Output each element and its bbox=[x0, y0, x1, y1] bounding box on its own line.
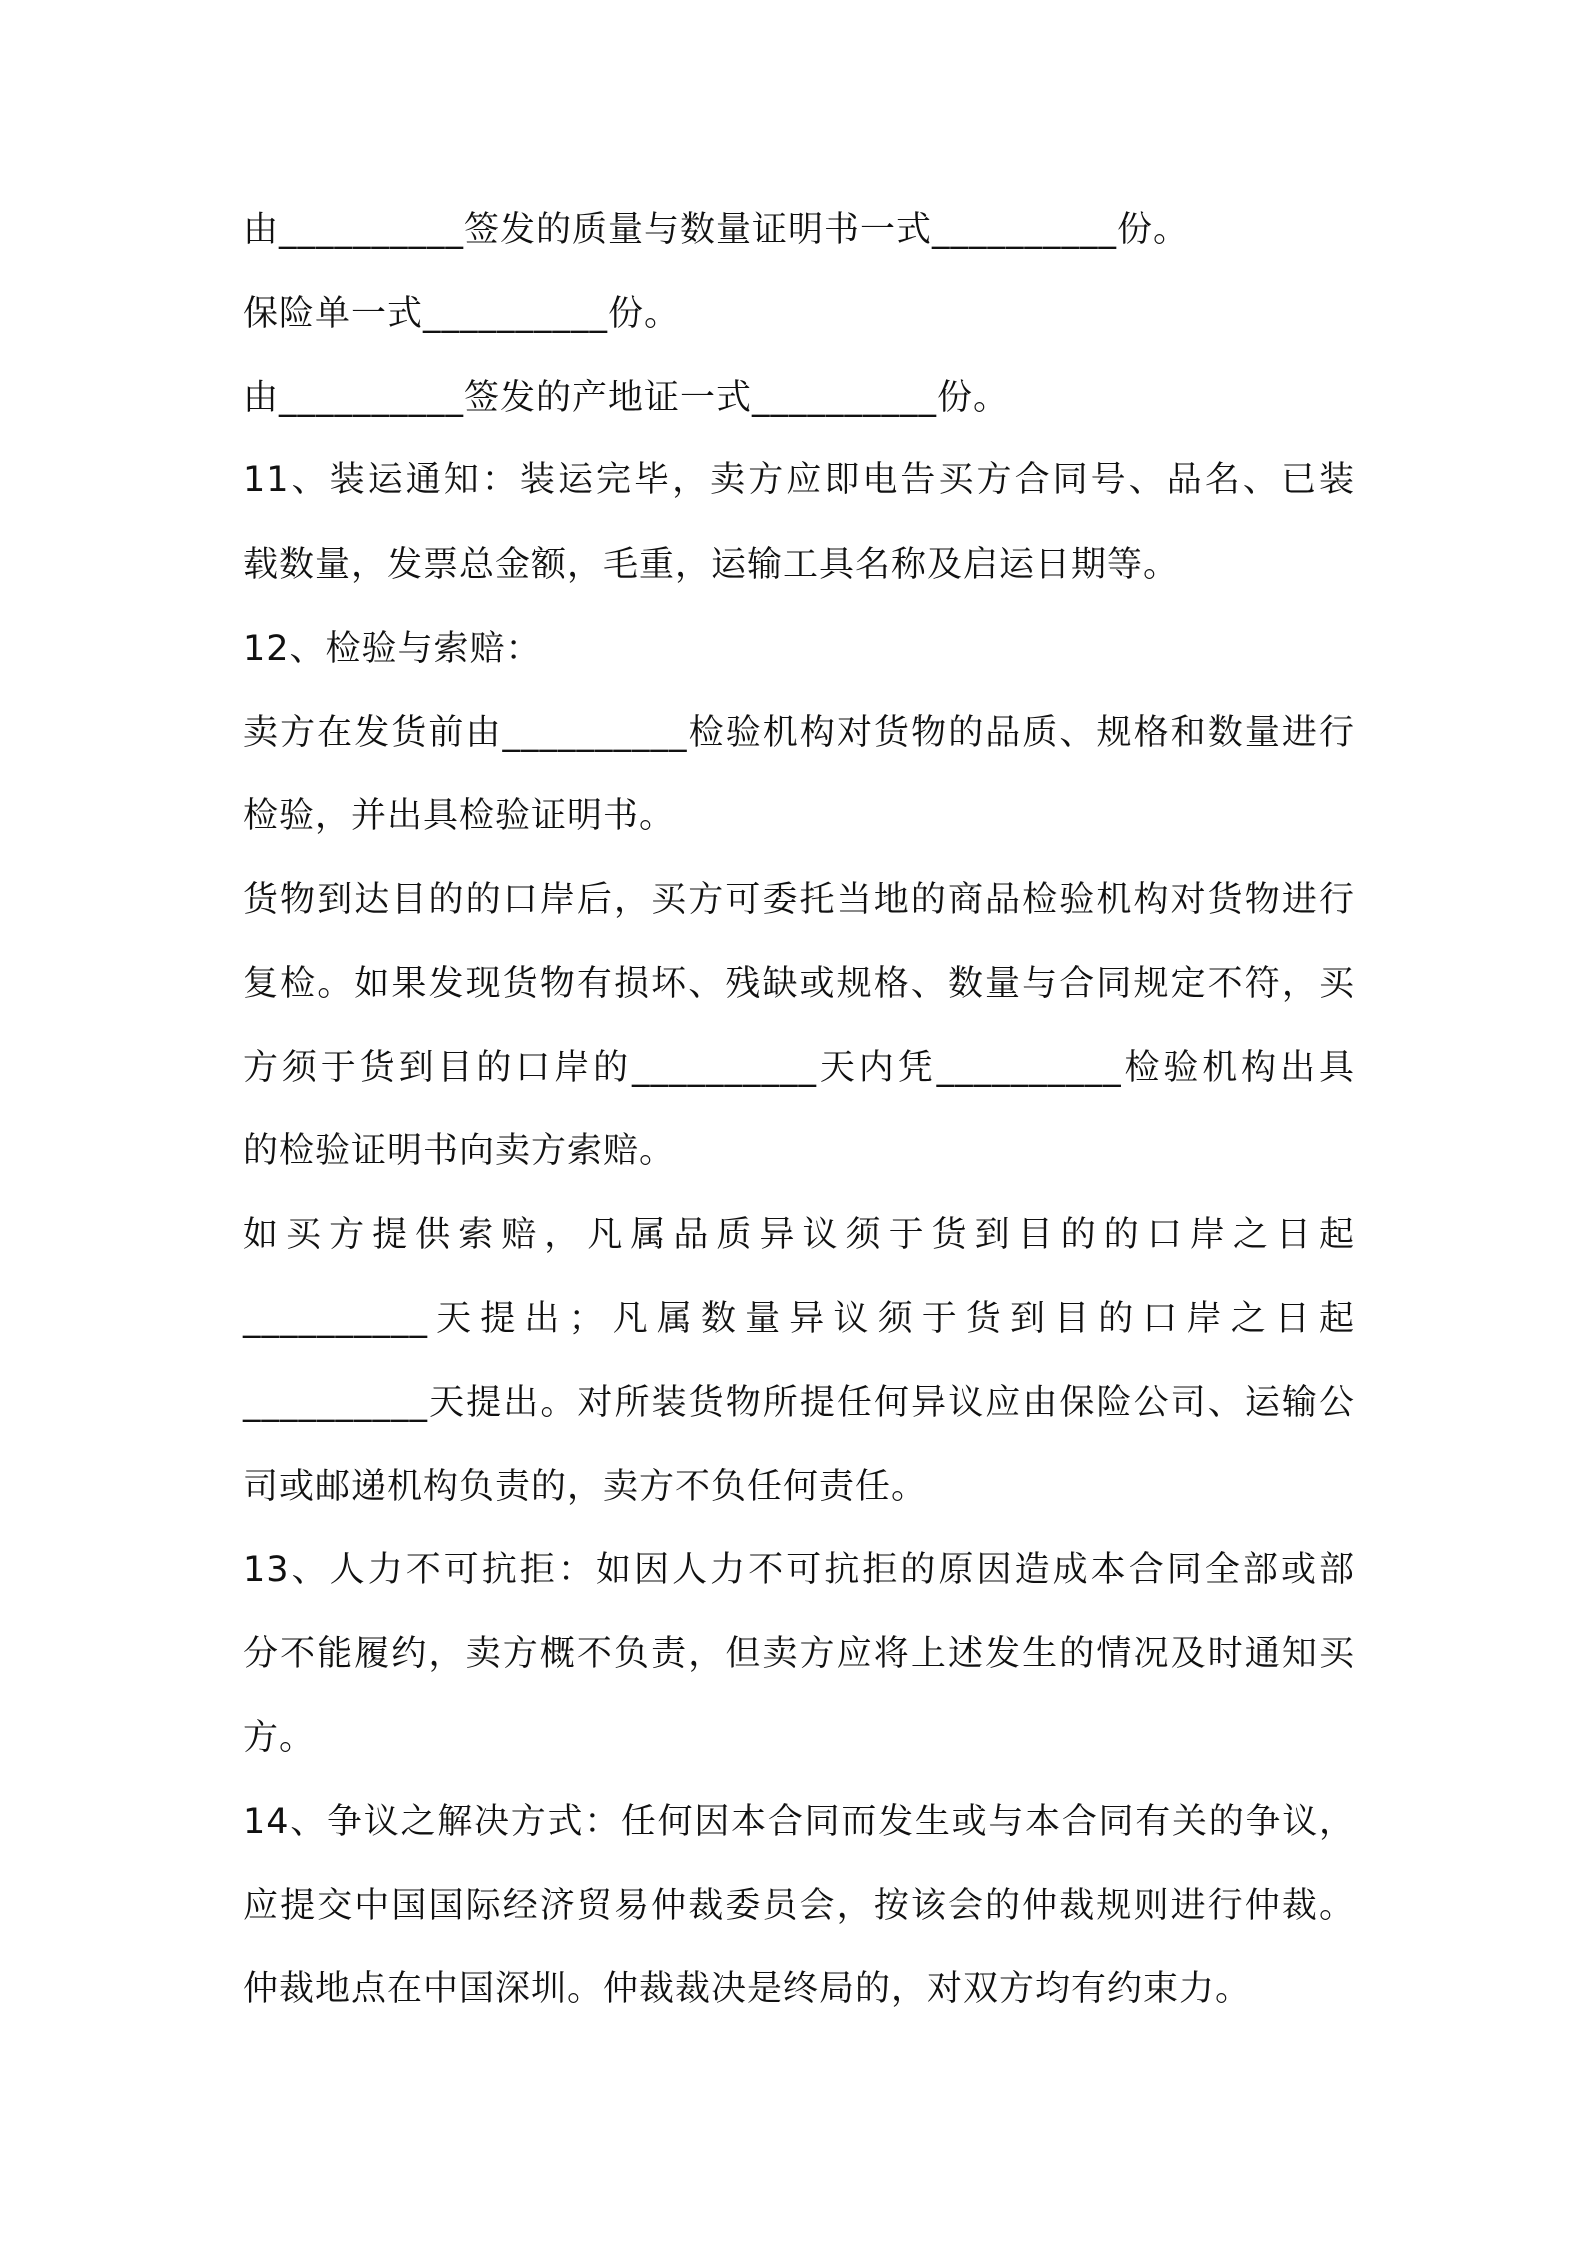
text-line: 卖方在发货前由__________检验机构对货物的品质、规格和数量进行 bbox=[243, 713, 1355, 753]
text-line: 13、人力不可抗拒：如因人力不可抗拒的原因造成本合同全部或部 bbox=[243, 1550, 1355, 1590]
text-line: 由__________签发的质量与数量证明书一式__________份。 bbox=[243, 210, 1190, 250]
text-line: 检验，并出具检验证明书。 bbox=[243, 796, 676, 836]
text-line: 分不能履约，卖方概不负责，但卖方应将上述发生的情况及时通知买 bbox=[243, 1634, 1355, 1674]
text-line: __________天提出；凡属数量异议须于货到目的口岸之日起 bbox=[243, 1299, 1355, 1339]
text-line: 的检验证明书向卖方索赔。 bbox=[243, 1131, 676, 1171]
text-line: 由__________签发的产地证一式__________份。 bbox=[243, 378, 1010, 418]
text-line: 14、争议之解决方式：任何因本合同而发生或与本合同有关的争议， bbox=[243, 1802, 1355, 1842]
text-line: 方。 bbox=[243, 1718, 316, 1758]
text-line: 保险单一式__________份。 bbox=[243, 294, 681, 334]
text-line: 仲裁地点在中国深圳。仲裁裁决是终局的，对双方均有约束力。 bbox=[243, 1969, 1252, 2009]
text-line: 复检。如果发现货物有损坏、残缺或规格、数量与合同规定不符，买 bbox=[243, 964, 1355, 1004]
text-line: 载数量，发票总金额，毛重，运输工具名称及启运日期等。 bbox=[243, 545, 1180, 585]
text-line: 应提交中国国际经济贸易仲裁委员会，按该会的仲裁规则进行仲裁。 bbox=[243, 1886, 1355, 1926]
text-line: 11、装运通知：装运完毕，卖方应即电告买方合同号、品名、已装 bbox=[243, 460, 1355, 500]
text-line: 方须于货到目的口岸的__________天内凭__________检验机构出具 bbox=[243, 1048, 1355, 1088]
text-line: 司或邮递机构负责的，卖方不负任何责任。 bbox=[243, 1467, 928, 1507]
text-line: __________天提出。对所装货物所提任何异议应由保险公司、运输公 bbox=[243, 1383, 1355, 1423]
text-line: 如买方提供索赔，凡属品质异议须于货到目的的口岸之日起 bbox=[243, 1215, 1355, 1255]
text-line: 货物到达目的的口岸后，买方可委托当地的商品检验机构对货物进行 bbox=[243, 880, 1355, 920]
text-line: 12、检验与索赔： bbox=[243, 629, 542, 669]
